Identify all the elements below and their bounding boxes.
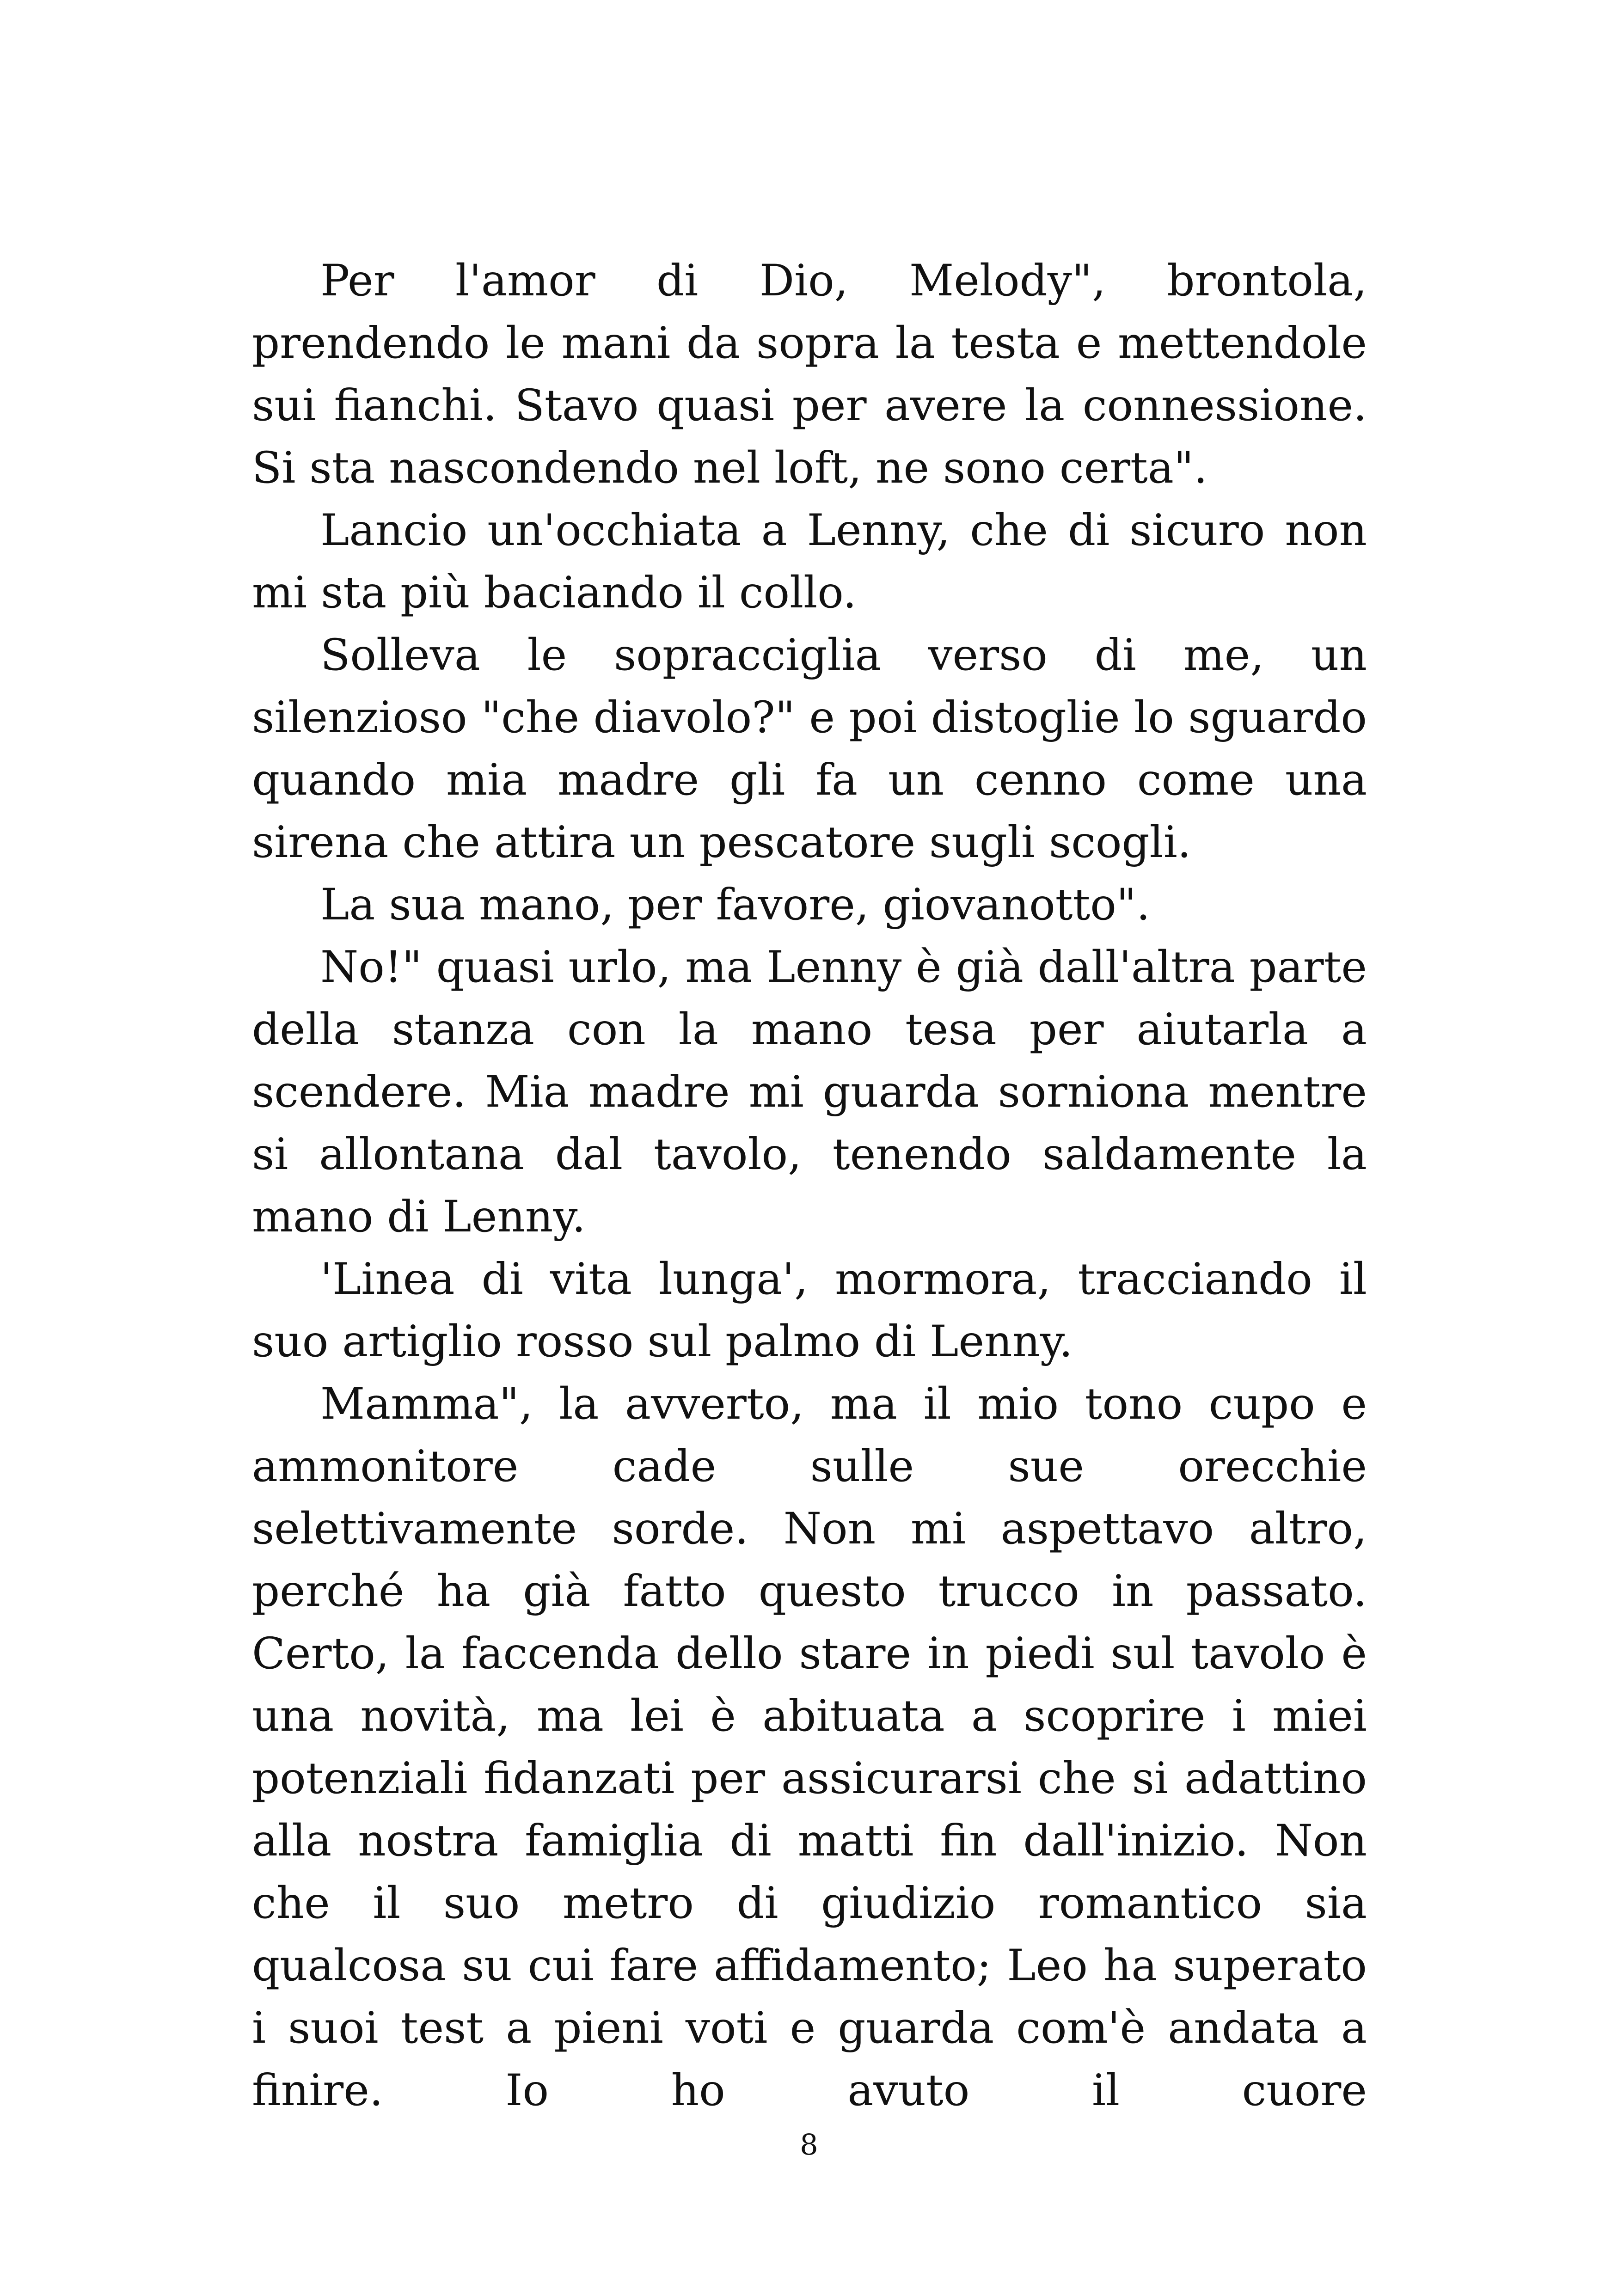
paragraph: 'Linea di vita lunga', mormora, tracciando il suo artiglio rosso sul palmo di Lenny.: [252, 1254, 1367, 1367]
paragraph: Per l'amor di Dio, Melody", brontola, prendendo le mani da sopra la testa e mettendole sui fianchi. Stavo quasi per avere la connessione. Si sta nascondendo nel loft, ne sono certa".: [252, 256, 1367, 493]
page-number: 8: [800, 2128, 818, 2161]
paragraph: Mamma", la avverto, ma il mio tono cupo e ammonitore cade sulle sue orecchie selettivamente sorde. Non mi aspettavo altro, perché ha già fatto questo trucco in passato. Certo, la faccenda dello stare in piedi sul tavolo è una novità, ma lei è abituata a scoprire i miei potenziali fidanzati per assicurarsi che si adattino alla nostra famiglia di matti fin dall'inizio. Non che il suo metro di giudizio romantico sia qualcosa su cui fare affidamento; Leo ha superato i suoi test a pieni voti e guarda com'è andata a finire. Io ho avuto il cuore: [252, 1379, 1367, 2116]
paragraph: No!" quasi urlo, ma Lenny è già dall'altra parte della stanza con la mano tesa per aiutarla a scendere. Mia madre mi guarda sorniona mentre si allontana dal tavolo, tenendo saldamente la mano di Lenny.: [252, 942, 1367, 1242]
paragraph: Lancio un'occhiata a Lenny, che di sicuro non mi sta più baciando il collo.: [252, 505, 1367, 618]
paragraph: Solleva le sopracciglia verso di me, un silenzioso "che diavolo?" e poi distoglie lo sguardo quando mia madre gli fa un cenno come una sirena che attira un pescatore sugli scogli.: [252, 630, 1367, 868]
body-text: [252, 250, 1367, 2122]
paragraph: La sua mano, per favore, giovanotto".: [320, 880, 1150, 930]
